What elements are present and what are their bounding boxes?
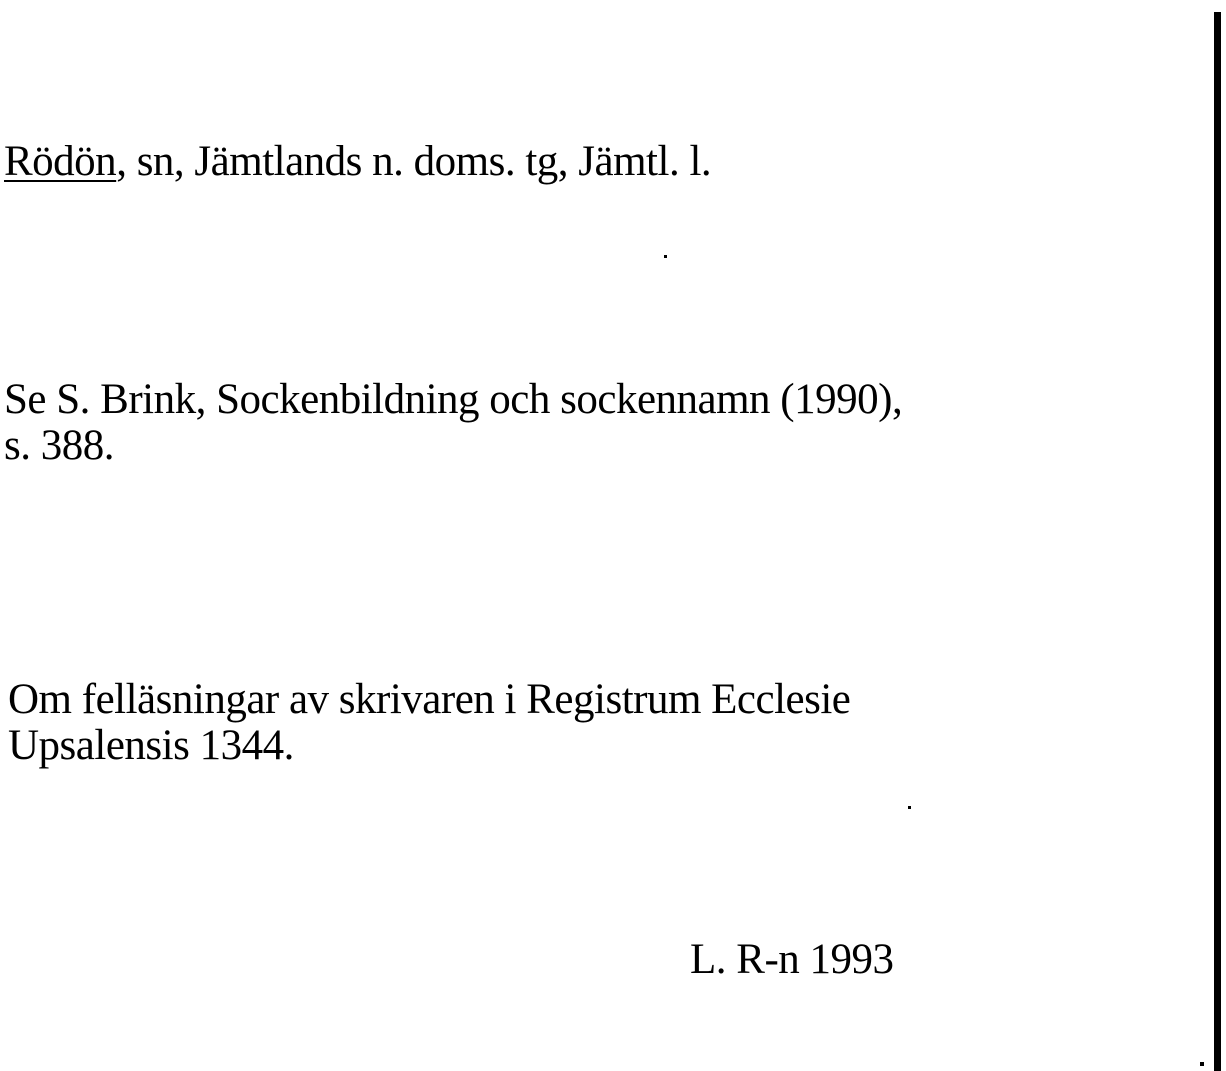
card-right-edge <box>1214 12 1221 1071</box>
note-line-1: Om felläsningar av skrivaren i Registrum Ecclesie <box>8 676 851 723</box>
scan-speck <box>908 806 911 809</box>
entry-header <box>4 140 711 184</box>
reference-line-1: Se S. Brink, Sockenbildning och sockennamn (1990), <box>4 376 903 423</box>
author-signature: L. R-n 1993 <box>690 936 894 983</box>
entry-header-details: , sn, Jämtlands n. doms. tg, Jämtl. l. <box>116 138 712 185</box>
reference-line-2: s. 388. <box>4 422 114 469</box>
headword: Rödön <box>4 138 117 185</box>
note-line-2: Upsalensis 1344. <box>8 722 294 769</box>
scan-speck <box>1200 1062 1204 1066</box>
scan-speck <box>664 255 667 258</box>
